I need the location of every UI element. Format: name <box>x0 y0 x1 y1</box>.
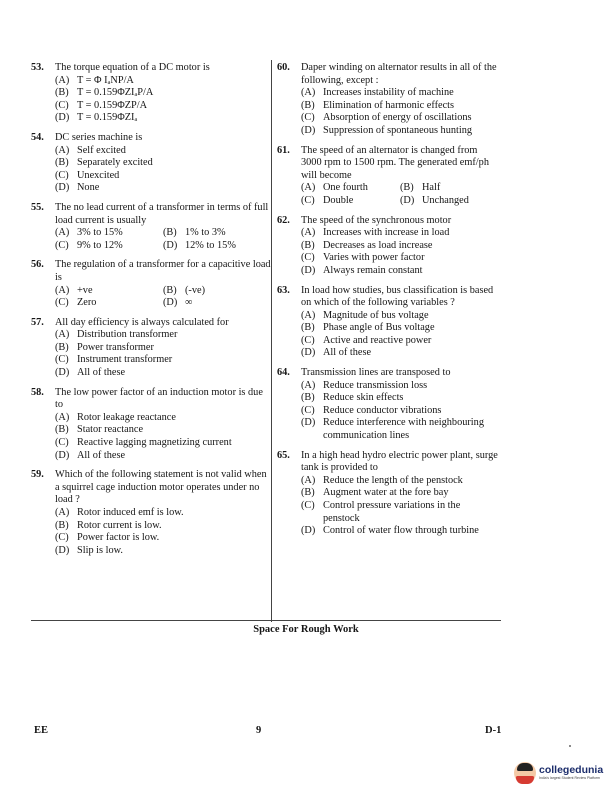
option-label: (C) <box>301 112 315 124</box>
option-61 <box>301 195 400 208</box>
option-text: Increases instability of machine <box>323 87 454 99</box>
question-62 <box>277 215 499 278</box>
option-label: (C) <box>55 99 69 111</box>
option-59 <box>55 545 271 558</box>
question-63 <box>277 285 499 361</box>
footer-subject-code: EE <box>34 725 49 736</box>
option-64 <box>301 405 499 418</box>
option-label: (D) <box>400 194 415 206</box>
options-60 <box>301 87 499 137</box>
question-57 <box>31 317 271 380</box>
option-57 <box>55 367 271 380</box>
option-text: Distribution transformer <box>77 329 178 341</box>
question-text: DC series machine is <box>55 131 143 143</box>
option-label: (C) <box>55 437 69 449</box>
option-62 <box>301 265 499 278</box>
option-text: T = 0.159ΦZIₐP/A <box>77 87 154 99</box>
option-text: All of these <box>77 367 126 379</box>
question-number: 63. <box>277 284 290 296</box>
option-text: +ve <box>77 284 93 296</box>
option-text: T = 0.159ΦZIₐ <box>77 112 138 124</box>
option-label: (C) <box>55 169 69 181</box>
option-label: (B) <box>163 284 177 296</box>
option-label: (A) <box>55 507 70 518</box>
option-text: Absorption of energy of oscillations <box>323 112 472 124</box>
option-62 <box>301 252 499 265</box>
question-number: 59. <box>31 469 44 481</box>
question-text: In load how studies, bus classification is based on which of the following variables ? <box>301 284 494 309</box>
option-text: Control pressure variations in the penstock <box>323 500 461 524</box>
stray-mark <box>569 745 571 747</box>
option-text: Varies with power factor <box>323 252 425 264</box>
option-64 <box>301 380 499 393</box>
options-53 <box>55 75 271 125</box>
option-text: Reduce conductor vibrations <box>323 404 442 416</box>
column-divider <box>271 60 272 622</box>
brand-name: collegedunia <box>539 764 604 776</box>
option-label: (B) <box>55 157 69 169</box>
brand-text <box>539 765 603 781</box>
question-text: Transmission lines are transposed to <box>301 367 451 379</box>
option-text: Reduce the length of the penstock <box>323 474 463 486</box>
option-label: (A) <box>301 474 316 486</box>
option-text: Suppression of spontaneous hunting <box>323 124 473 136</box>
option-text: Zero <box>77 297 97 309</box>
option-text: Reduce interference with neighbouring communication lines <box>323 417 484 442</box>
option-text: Power transformer <box>77 341 154 353</box>
option-label: (D) <box>301 347 316 359</box>
option-label: (C) <box>301 404 315 416</box>
option-55 <box>163 240 271 253</box>
option-65 <box>301 500 499 525</box>
option-57 <box>55 342 271 355</box>
option-text: (-ve) <box>185 284 206 296</box>
option-label: (B) <box>301 322 315 334</box>
question-61 <box>277 145 499 208</box>
question-60 <box>277 62 499 138</box>
option-55 <box>163 227 271 240</box>
option-61 <box>400 182 499 195</box>
option-label: (D) <box>55 367 70 379</box>
option-57 <box>55 329 271 342</box>
left-column <box>31 62 271 564</box>
option-label: (C) <box>301 334 315 346</box>
options-64 <box>301 380 499 443</box>
question-number: 58. <box>31 386 44 398</box>
option-label: (A) <box>55 144 70 156</box>
option-text: Rotor leakage reactance <box>77 411 176 423</box>
option-label: (D) <box>55 182 70 194</box>
options-59 <box>55 507 271 557</box>
option-59 <box>55 532 271 545</box>
option-53 <box>55 112 271 125</box>
option-text: Elimination of harmonic effects <box>323 99 455 111</box>
option-text: All of these <box>323 347 372 359</box>
option-text: Separately excited <box>77 157 153 169</box>
option-label: (A) <box>55 411 70 423</box>
option-label: (D) <box>301 525 316 537</box>
option-text: Augment water at the fore bay <box>323 487 449 499</box>
question-number: 61. <box>277 144 290 156</box>
option-label: (A) <box>301 182 316 194</box>
option-63 <box>301 310 499 323</box>
question-number: 56. <box>31 259 44 271</box>
option-text: Control of water flow through turbine <box>323 525 479 537</box>
question-number: 53. <box>31 62 44 73</box>
option-63 <box>301 347 499 360</box>
option-text: Reduce transmission loss <box>323 379 428 391</box>
option-62 <box>301 227 499 240</box>
option-row <box>55 297 271 310</box>
option-label: (C) <box>301 252 315 264</box>
option-text: Rotor current is low. <box>77 519 162 531</box>
question-text: The no lead current of a transformer in terms of full load current is usually <box>55 201 269 226</box>
question-54 <box>31 132 271 195</box>
question-number: 65. <box>277 449 290 461</box>
option-row <box>301 182 499 195</box>
right-column <box>277 62 499 545</box>
option-text: Self excited <box>77 144 126 156</box>
question-58 <box>31 387 271 463</box>
options-57 <box>55 329 271 379</box>
option-label: (D) <box>301 264 316 276</box>
option-label: (D) <box>55 112 70 124</box>
question-number: 57. <box>31 316 44 328</box>
question-64 <box>277 367 499 443</box>
option-65 <box>301 487 499 500</box>
options-58 <box>55 412 271 462</box>
option-row <box>301 195 499 208</box>
brand-tagline: India's largest Student Review Platform <box>539 776 600 780</box>
question-text: The speed of the synchronous motor <box>301 214 452 226</box>
option-label: (A) <box>55 284 70 296</box>
question-56 <box>31 259 271 309</box>
option-label: (C) <box>55 297 69 309</box>
option-label: (B) <box>301 239 315 251</box>
option-58 <box>55 424 271 437</box>
question-number: 60. <box>277 62 290 73</box>
bottom-divider <box>31 620 501 621</box>
option-text: Unexcited <box>77 169 120 181</box>
options-54 <box>55 145 271 195</box>
option-text: 1% to 3% <box>185 227 226 239</box>
question-53 <box>31 62 271 125</box>
option-label: (D) <box>55 544 70 556</box>
question-65 <box>277 450 499 538</box>
option-53 <box>55 87 271 100</box>
option-54 <box>55 157 271 170</box>
option-label: (A) <box>301 379 316 391</box>
option-55 <box>55 227 163 240</box>
option-text: Always remain constant <box>323 264 423 276</box>
option-label: (C) <box>55 239 69 251</box>
option-label: (B) <box>55 424 69 436</box>
option-60 <box>301 112 499 125</box>
option-label: (D) <box>163 297 178 309</box>
question-number: 54. <box>31 131 44 143</box>
option-55 <box>55 240 163 253</box>
option-56 <box>55 285 163 298</box>
option-label: (B) <box>301 99 315 111</box>
option-text: Half <box>422 182 441 194</box>
option-59 <box>55 520 271 533</box>
option-text: Phase angle of Bus voltage <box>323 322 435 334</box>
option-63 <box>301 322 499 335</box>
option-text: Unchanged <box>422 194 469 206</box>
option-text: Power factor is low. <box>77 532 160 544</box>
student-avatar-icon <box>514 762 536 784</box>
option-text: 3% to 15% <box>77 227 123 239</box>
question-text: In a high head hydro electric power plant, surge tank is provided to <box>301 449 498 474</box>
option-text: Stator reactance <box>77 424 144 436</box>
question-text: The speed of an alternator is changed from 3000 rpm to 1500 rpm. The generated emf/ph will become <box>301 144 489 181</box>
option-row <box>55 285 271 298</box>
option-56 <box>163 285 271 298</box>
option-label: (B) <box>55 519 69 531</box>
option-65 <box>301 525 499 538</box>
option-text: Increases with increase in load <box>323 227 450 239</box>
option-row <box>55 240 271 253</box>
option-label: (B) <box>301 392 315 404</box>
question-text: All day efficiency is always calculated for <box>55 316 229 328</box>
question-text: Which of the following statement is not valid when a squirrel cage induction motor operates under no load ? <box>55 469 267 506</box>
options-55 <box>55 227 271 252</box>
option-label: (A) <box>301 309 316 321</box>
option-54 <box>55 170 271 183</box>
option-text: One fourth <box>323 182 368 194</box>
option-text: 12% to 15% <box>185 239 236 251</box>
option-text: T = Φ IₐNP/A <box>77 74 134 86</box>
question-59 <box>31 469 271 557</box>
option-text: 9% to 12% <box>77 239 123 251</box>
option-label: (C) <box>301 194 315 206</box>
option-text: Rotor induced emf is low. <box>77 507 184 518</box>
option-text: Slip is low. <box>77 544 123 556</box>
options-62 <box>301 227 499 277</box>
option-label: (D) <box>55 449 70 461</box>
option-54 <box>55 145 271 158</box>
footer-booklet-code: D-1 <box>485 725 502 736</box>
option-text: All of these <box>77 449 126 461</box>
option-60 <box>301 125 499 138</box>
option-60 <box>301 87 499 100</box>
option-label: (B) <box>55 341 69 353</box>
option-62 <box>301 240 499 253</box>
question-text: Daper winding on alternator results in all of the following, except : <box>301 62 497 86</box>
option-label: (B) <box>301 487 315 499</box>
question-55 <box>31 202 271 252</box>
question-text: The torque equation of a DC motor is <box>55 62 210 73</box>
option-label: (D) <box>301 417 316 429</box>
option-text: Magnitude of bus voltage <box>323 309 429 321</box>
option-61 <box>301 182 400 195</box>
option-58 <box>55 412 271 425</box>
collegedunia-watermark <box>514 758 610 788</box>
question-text: The low power factor of an induction motor is due to <box>55 386 263 411</box>
option-text: ∞ <box>185 297 193 309</box>
option-text: Double <box>323 194 354 206</box>
option-text: Reactive lagging magnetizing current <box>77 437 232 449</box>
option-label: (A) <box>55 74 70 86</box>
option-text: Active and reactive power <box>323 334 432 346</box>
option-label: (A) <box>301 87 316 99</box>
option-text: Decreases as load increase <box>323 239 433 251</box>
option-label: (C) <box>55 532 69 544</box>
option-label: (A) <box>55 227 70 239</box>
question-number: 64. <box>277 367 290 379</box>
option-57 <box>55 354 271 367</box>
option-label: (D) <box>301 124 316 136</box>
option-53 <box>55 100 271 113</box>
options-65 <box>301 475 499 538</box>
option-text: Instrument transformer <box>77 354 173 366</box>
question-number: 62. <box>277 214 290 226</box>
options-63 <box>301 310 499 360</box>
option-63 <box>301 335 499 348</box>
option-label: (D) <box>163 239 178 251</box>
option-56 <box>55 297 163 310</box>
option-row <box>55 227 271 240</box>
footer-page-number: 9 <box>256 725 262 736</box>
rough-work-label: Space For Rough Work <box>253 624 359 635</box>
option-label: (C) <box>55 354 69 366</box>
option-56 <box>163 297 271 310</box>
option-59 <box>55 507 271 520</box>
option-58 <box>55 450 271 463</box>
option-65 <box>301 475 499 488</box>
option-64 <box>301 392 499 405</box>
option-61 <box>400 195 499 208</box>
option-64 <box>301 417 499 442</box>
option-label: (C) <box>301 500 315 511</box>
option-text: None <box>77 182 100 194</box>
option-text: Reduce skin effects <box>323 392 404 404</box>
option-label: (B) <box>163 227 177 239</box>
option-text: T = 0.159ΦZP/A <box>77 99 148 111</box>
option-53 <box>55 75 271 88</box>
option-54 <box>55 182 271 195</box>
option-label: (A) <box>55 329 70 341</box>
options-56 <box>55 285 271 310</box>
options-61 <box>301 182 499 207</box>
question-text: The regulation of a transformer for a capacitive load is <box>55 259 271 283</box>
option-60 <box>301 100 499 113</box>
option-58 <box>55 437 271 450</box>
option-label: (B) <box>55 87 69 99</box>
option-label: (A) <box>301 227 316 239</box>
option-label: (B) <box>400 182 414 194</box>
question-number: 55. <box>31 201 44 213</box>
